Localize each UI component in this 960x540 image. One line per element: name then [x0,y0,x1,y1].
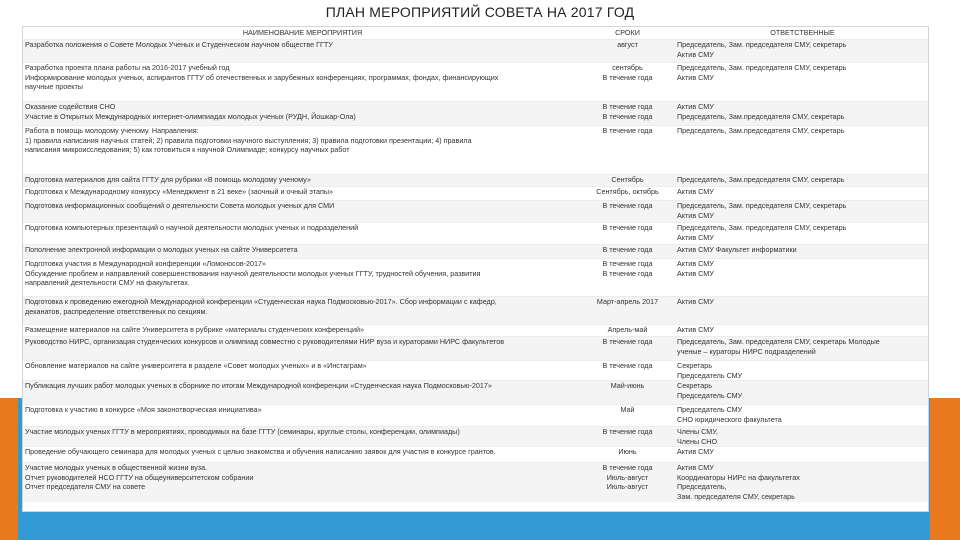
event-cell-line: направлений деятельности СМУ на факультетах. [25,278,190,288]
event-cell-line: Разработка положения о Совете Молодых Ученых и Студенческом научном обществе ГГТУ [25,40,333,49]
deadline-cell [580,102,675,125]
responsible-cell-line: Актив СМУ [677,102,714,111]
responsible-cell [675,126,928,174]
event-cell [23,201,580,222]
deadline-cell-line: Май-июнь [610,381,645,390]
deadline-cell-line: В течение года [602,245,653,254]
deadline-cell-line: В течение года [602,126,653,135]
deadline-cell-line: Март-апрель 2017 [596,297,659,306]
responsible-cell-line: Актив СМУ [677,210,714,220]
deadline-cell [580,381,675,404]
event-cell [23,361,580,380]
deadline-cell [580,245,675,258]
deadline-cell-line: В течение года [602,361,653,370]
deadline-cell-line: Июнь [618,447,637,456]
event-cell-line: Подготовка материалов для сайта ГГТУ для рубрики «В помощь молодому ученому» [25,175,311,184]
deadline-cell-line: В течение года [602,427,653,436]
responsible-cell-line: Председатель, Зам.председателя СМУ, секретарь [677,175,845,184]
deadline-cell [580,175,675,186]
event-cell [23,245,580,258]
event-cell-line: Участие в Открытых Международных интернет-олимпиадах молодых ученых (РУДН, Йошкар-Ола) [25,111,356,121]
event-cell [23,223,580,244]
responsible-cell-line: Актив СМУ Факультет информатики [677,245,797,254]
table-row [23,174,928,186]
event-cell-line: написания микроисследования; 5) как готовиться к научной Олимпиаде; конкурсу научных работ [25,145,350,155]
table-row [23,336,928,360]
table-row [23,62,928,101]
deadline-cell [580,405,675,426]
event-cell-line: Работа в помощь молодому ученому. Направления: [25,126,199,135]
event-cell-line: Обновление материалов на сайте университета в разделе «Совет молодых ученых» и в «Инстаграм» [25,361,367,370]
event-cell-line: Информирование молодых ученых, аспирантов ГГТУ об отечественных и зарубежных конференциях, программах, фондах, финансирующих [25,72,499,82]
responsible-cell [675,223,928,244]
event-cell [23,447,580,462]
header-event: НАИМЕНОВАНИЕ МЕРОПРИЯТИЯ [242,28,363,37]
event-cell [23,63,580,101]
event-cell-line: 1) правила написания научных статей; 2) правила подготовки научного выступления; 3) правила подготовки презентации; 4) правила [25,135,472,145]
responsible-cell-line: Координаторы НИРс на факультетах [677,472,800,482]
background-band-right-accent [930,398,960,540]
responsible-cell-line: Председатель СМУ [677,390,743,400]
deadline-cell-line: Сентябрь [611,175,644,184]
responsible-cell-line: Актив СМУ [677,259,714,268]
deadline-cell-line: Апрель-май [607,325,648,334]
deadline-cell-line: Июль-август [606,472,649,482]
table-row [23,200,928,222]
table-row [23,324,928,336]
deadline-cell-line: В течение года [602,268,653,278]
table-row [23,462,928,502]
event-cell-line: Участие молодых ученых ГГТУ в мероприятиях, проводимых на базе ГГТУ (семинары, круглые столы, конференции, олимпиады) [25,427,460,436]
deadline-cell-line: В течение года [602,111,653,121]
event-cell [23,463,580,502]
deadline-cell [580,40,675,62]
event-cell-line: Пополнение электронной информации о молодых ученых на сайте Университета [25,245,298,254]
event-cell [23,297,580,324]
table-row [23,39,928,62]
deadline-cell [580,126,675,174]
responsible-cell [675,102,928,125]
responsible-cell-line: СНО юридического факультета [677,414,782,424]
responsible-cell [675,447,928,462]
responsible-cell [675,201,928,222]
deadline-cell [580,201,675,222]
responsible-cell-line: Председатель СМУ [677,405,743,414]
responsible-cell-line: ученые – кураторы НИРС подразделений [677,346,816,356]
event-cell [23,337,580,360]
deadline-cell [580,463,675,502]
table-row [23,360,928,380]
events-table [22,26,929,512]
table-row [23,101,928,125]
deadline-cell [580,325,675,336]
table-row [23,404,928,426]
event-cell-line: Разработка проекта плана работы на 2016-2017 учебный год [25,63,230,72]
header-deadline: СРОКИ [615,28,640,37]
responsible-cell-line: Актив СМУ [677,187,714,196]
event-cell [23,40,580,62]
responsible-cell-line: Секретарь [677,381,713,390]
responsible-cell-line: Председатель СМУ [677,370,743,380]
deadline-cell-line: Сентябрь, октябрь [596,187,659,196]
event-cell [23,175,580,186]
deadline-cell-line: Июль-август [606,482,649,492]
responsible-cell-line: Актив СМУ [677,268,714,278]
deadline-cell [580,187,675,200]
event-cell-line: Проведение обучающего семинара для молодых ученых с целью знакомства и обучения написанию заявок для участия в конкурсе грантов. [25,447,496,456]
deadline-cell [580,447,675,462]
event-cell-line: Отчет руководителей НСО ГГТУ на общеуниверситетском собрании [25,472,254,482]
event-cell-line: Руководство НИРС, организация студенческих конкурсов и олимпиад совместно с руководителями НИР вуза и кураторами НИРС факультетов [25,337,505,346]
deadline-cell-line: Май [620,405,635,414]
background-band-left-accent [0,398,18,540]
responsible-cell [675,63,928,101]
page-title: ПЛАН МЕРОПРИЯТИЙ СОВЕТА НА 2017 ГОД [325,4,635,20]
event-cell [23,381,580,404]
responsible-cell-line: Председатель, Зам.председателя СМУ, секретарь [677,126,845,135]
responsible-cell-line: Актив СМУ [677,447,714,456]
event-cell-line: Публикация лучших работ молодых ученых в сборнике по итогам Международной конференции «Студенческая наука Подмосковью-2017» [25,381,492,390]
responsible-cell-line: Актив СМУ [677,72,714,82]
deadline-cell-line: В течение года [602,259,653,268]
deadline-cell [580,259,675,296]
responsible-cell-line: Председатель, Зам. председателя СМУ, секретарь [677,201,847,210]
event-cell-line: Подготовка участия в Международной конференции «Ломоносов-2017» [25,259,267,268]
responsible-cell-line: Актив СМУ [677,325,714,334]
table-row [23,446,928,462]
event-cell [23,102,580,125]
deadline-cell-line: сентябрь [612,63,643,72]
header-responsible: ОТВЕТСТВЕННЫЕ [770,28,835,37]
deadline-cell-line: август [617,40,638,49]
responsible-cell [675,463,928,502]
deadline-cell-line: В течение года [602,337,653,346]
event-cell-line: Участие молодых ученых в общественной жизни вуза. [25,463,208,472]
responsible-cell-line: Председатель, Зам. председателя СМУ, секретарь [677,40,847,49]
event-cell-line: Подготовка к Международному конкурсу «Менеджмент в 21 веке» (заочный и очный этапы» [25,187,333,196]
responsible-cell-line: Председатель, Зам. председателя СМУ, секретарь [677,223,847,232]
table-row [23,258,928,296]
deadline-cell-line: В течение года [602,463,653,472]
event-cell-line: деканатов, распределение ответственных по секциям. [25,306,208,316]
event-cell-line: Подготовка к проведению ежегодной Международной конференции «Студенческая наука Подмосковью-2017». Сбор информации с кафедр, [25,297,497,306]
deadline-cell [580,223,675,244]
responsible-cell-line: Председатель, Зам. председателя СМУ, секретарь Молодые [677,337,880,346]
table-row [23,125,928,174]
responsible-cell-line: Члены СМУ, [677,427,718,436]
event-cell-line: Подготовка к участию в конкурсе «Моя законотворческая инициатива» [25,405,262,414]
responsible-cell [675,427,928,446]
deadline-cell-line: В течение года [602,223,653,232]
event-cell [23,405,580,426]
table-row [23,296,928,324]
responsible-cell [675,405,928,426]
table-row [23,380,928,404]
responsible-cell-line: Актив СМУ [677,463,714,472]
event-cell-line: Подготовка компьютерных презентаций о научной деятельности молодых ученых и подразделений [25,223,359,232]
event-cell [23,187,580,200]
responsible-cell-line: Актив СМУ [677,297,714,306]
deadline-cell-line: В течение года [602,102,653,111]
table-body [23,39,928,502]
responsible-cell [675,245,928,258]
event-cell-line: научные проекты [25,82,83,92]
deadline-cell-line: В течение года [602,201,653,210]
responsible-cell [675,325,928,336]
event-cell-line: Размещение материалов на сайте Университета в рубрике «материалы студенческих конференций» [25,325,365,334]
event-cell-line: Отчет председателя СМУ на совете [25,482,146,492]
responsible-cell-line: Зам. председателя СМУ, секретарь [677,491,795,501]
deadline-cell-line: В течение года [602,72,653,82]
responsible-cell [675,175,928,186]
event-cell-line: Оказание содействия СНО [25,102,116,111]
table-row [23,222,928,244]
event-cell [23,259,580,296]
table-row [23,244,928,258]
event-cell [23,427,580,446]
responsible-cell [675,187,928,200]
responsible-cell-line: Секретарь [677,361,713,370]
responsible-cell-line: Председатель, [677,482,727,492]
responsible-cell-line: Члены СНО [677,436,718,446]
responsible-cell-line: Председатель, Зам.председателя СМУ, секретарь [677,111,845,121]
responsible-cell [675,361,928,380]
responsible-cell-line: Актив СМУ [677,232,714,242]
deadline-cell [580,337,675,360]
event-cell [23,325,580,336]
table-row [23,186,928,200]
deadline-cell [580,427,675,446]
responsible-cell [675,40,928,62]
event-cell-line: Обсуждение проблем и направлений совершенствования научной деятельности молодых ученых ГГТУ, трудностей обучения, развития [25,268,481,278]
responsible-cell [675,381,928,404]
responsible-cell [675,259,928,296]
table-header [23,27,928,39]
responsible-cell [675,297,928,324]
deadline-cell [580,361,675,380]
deadline-cell [580,63,675,101]
responsible-cell-line: Актив СМУ [677,49,714,59]
table-row [23,426,928,446]
responsible-cell [675,337,928,360]
responsible-cell-line: Председатель, Зам. председателя СМУ, секретарь [677,63,847,72]
event-cell-line: Подготовка информационных сообщений о деятельности Совета молодых ученых для СМИ [25,201,335,210]
deadline-cell [580,297,675,324]
event-cell [23,126,580,174]
